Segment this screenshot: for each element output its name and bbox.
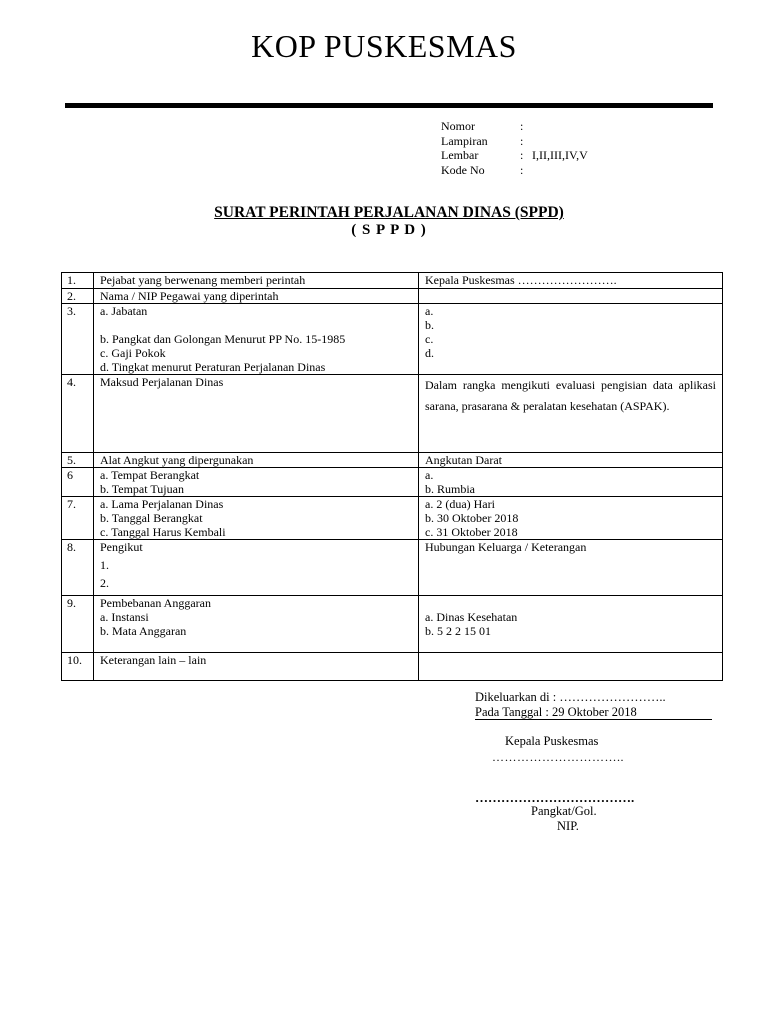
row-number: 2.: [62, 289, 94, 304]
row-number: 7.: [62, 497, 94, 540]
row-value: Kepala Puskesmas …………………….: [419, 273, 723, 289]
row-label: Pengikut 1. 2.: [94, 540, 419, 596]
row-value: a. b. c. d.: [419, 304, 723, 375]
row-value: a. Dinas Kesehatan b. 5 2 2 15 01: [419, 596, 723, 653]
row-number: 9.: [62, 596, 94, 653]
issued-place: [475, 690, 712, 705]
row-number: 5.: [62, 453, 94, 468]
table-row: [62, 289, 723, 304]
meta-colon: :: [520, 119, 524, 133]
table-row: [62, 540, 723, 596]
meta-label: Lampiran: [441, 133, 488, 148]
meta-colon: :: [520, 133, 524, 148]
letterhead-title: KOP PUSKESMAS: [251, 28, 517, 64]
row-number: 1.: [62, 273, 94, 289]
meta-colon: :: [520, 162, 524, 177]
row-number: 3.: [62, 304, 94, 375]
meta-colon: :: [520, 148, 524, 162]
row-label: Pembebanan Anggaran a. Instansi b. Mata Anggaran: [94, 596, 419, 653]
row-label: Nama / NIP Pegawai yang diperintah: [94, 289, 419, 304]
row-value: a. b. Rumbia: [419, 468, 723, 497]
table-row: [62, 304, 723, 375]
issued-place-label: Dikeluarkan di: [475, 690, 550, 704]
row-number: 10.: [62, 653, 94, 681]
reference-block: [441, 119, 588, 177]
row-label: Alat Angkut yang dipergunakan: [94, 453, 419, 468]
issued-place-value: : ……………………..: [552, 690, 666, 704]
row-value: Hubungan Keluarga / Keterangan: [419, 540, 723, 596]
row-label: a. Lama Perjalanan Dinas b. Tanggal Berangkat c. Tanggal Harus Kembali: [94, 497, 419, 540]
row-value: [419, 653, 723, 681]
meta-label: Kode No: [441, 162, 485, 177]
row-label: a. Jabatan b. Pangkat dan Golongan Menurut PP No. 15-1985 c. Gaji Pokok d. Tingkat menurut Peraturan Perjalanan Dinas: [94, 304, 419, 375]
meta-label: Lembar: [441, 148, 479, 162]
row-label: Pejabat yang berwenang memberi perintah: [94, 273, 419, 289]
row-label: Keterangan lain – lain: [94, 653, 419, 681]
row-value: Angkutan Darat: [419, 453, 723, 468]
row-number: 4.: [62, 375, 94, 453]
row-value: a. 2 (dua) Hari b. 30 Oktober 2018 c. 31 Oktober 2018: [419, 497, 723, 540]
signatory-pangkat: Pangkat/Gol.: [531, 804, 597, 818]
signatory-name-line: ……………………………….: [475, 790, 635, 805]
row-value: [419, 289, 723, 304]
meta-value: I,II,III,IV,V: [532, 148, 588, 162]
row-number: 6: [62, 468, 94, 497]
sppd-table: [61, 272, 723, 681]
document-subtitle: ( S P P D ): [351, 222, 427, 238]
table-row: [62, 468, 723, 497]
issued-block: [475, 690, 712, 720]
meta-label: Nomor: [441, 119, 475, 133]
document-title: SURAT PERINTAH PERJALANAN DINAS (SPPD): [214, 204, 564, 221]
signatory-position-dots: …………………………..: [492, 750, 624, 764]
signatory-nip: NIP.: [557, 819, 579, 833]
row-label: a. Tempat Berangkat b. Tempat Tujuan: [94, 468, 419, 497]
table-row: [62, 273, 723, 289]
table-row: [62, 375, 723, 453]
meta-row-lampiran: [441, 134, 588, 149]
issued-date-value: : 29 Oktober 2018: [545, 704, 637, 719]
signatory-position: Kepala Puskesmas: [505, 734, 599, 748]
table-row: [62, 653, 723, 681]
meta-row-nomor: [441, 119, 588, 134]
row-label: Maksud Perjalanan Dinas: [94, 375, 419, 453]
table-row: [62, 596, 723, 653]
table-row: [62, 453, 723, 468]
purpose-text: Dalam rangka mengikuti evaluasi pengisian data aplikasi sarana, prasarana & peralatan kesehatan (ASPAK).: [425, 378, 716, 413]
table-row: [62, 497, 723, 540]
row-number: 8.: [62, 540, 94, 596]
meta-row-lembar: [441, 148, 588, 163]
letterhead-rule: [65, 103, 713, 108]
issued-date-label: Pada Tanggal: [475, 704, 543, 719]
meta-row-kode-no: [441, 163, 588, 178]
row-value: [419, 375, 723, 453]
issued-date: [475, 705, 712, 721]
